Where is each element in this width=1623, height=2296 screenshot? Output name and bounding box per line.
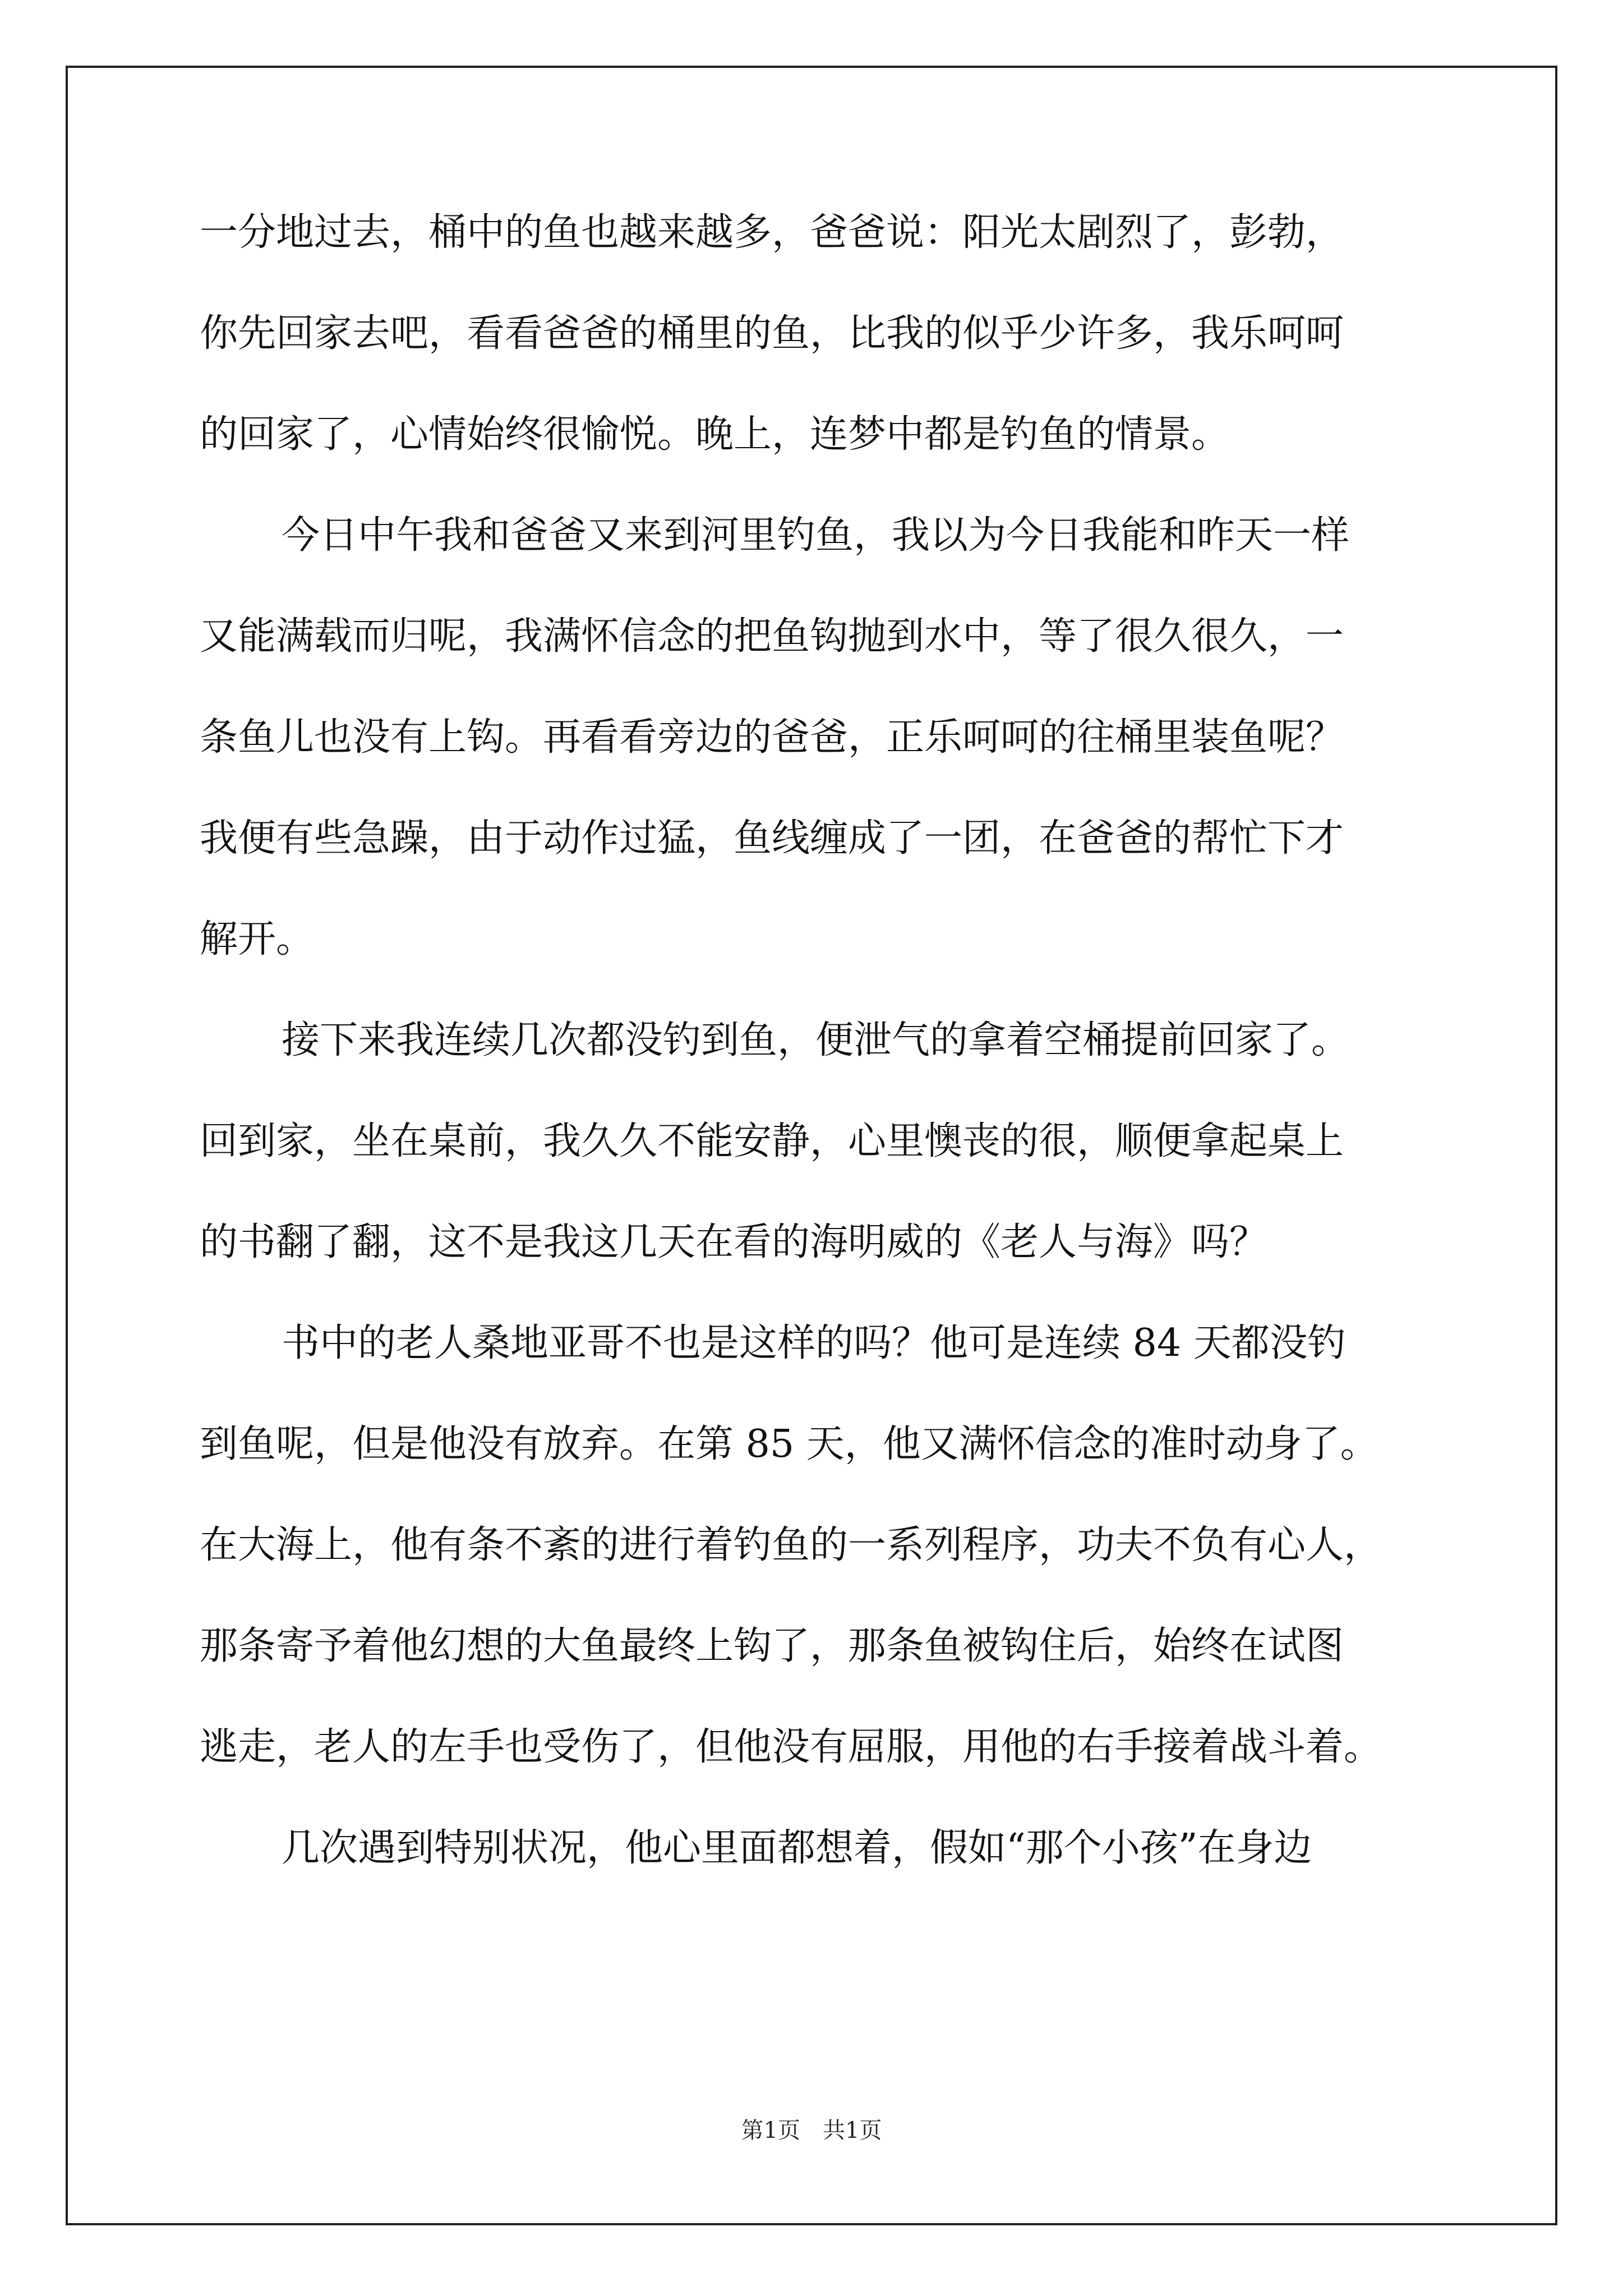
text-line: 到鱼呢，但是他没有放弃。在第 85 天，他又满怀信念的准时动身了。: [200, 1422, 1378, 1466]
paragraph-first-line: 几次遇到特别状况，他心里面都想着，假如“那个小孩”在身边: [282, 1826, 1312, 1870]
text-line: 的回家了，心情始终很愉悦。晚上，连梦中都是钓鱼的情景。: [200, 412, 1230, 457]
paragraph-first-line: 接下来我连续几次都没钓到鱼，便泄气的拿着空桶提前回家了。: [282, 1018, 1350, 1062]
paragraph-first-line: 书中的老人桑地亚哥不也是这样的吗？他可是连续 84 天都没钓: [282, 1321, 1346, 1365]
text-line: 我便有些急躁，由于动作过猛，鱼线缠成了一团，在爸爸的帮忙下才: [200, 816, 1344, 861]
text-line: 的书翻了翻，这不是我这几天在看的海明威的《老人与海》吗？: [200, 1220, 1268, 1264]
text-line: 那条寄予着他幻想的大鱼最终上钩了，那条鱼被钩住后，始终在试图: [200, 1624, 1344, 1668]
text-line: 回到家，坐在桌前，我久久不能安静，心里懊丧的很，顺便拿起桌上: [200, 1119, 1344, 1163]
text-line: 逃走，老人的左手也受伤了，但他没有屈服，用他的右手接着战斗着。: [200, 1725, 1382, 1769]
text-line: 你先回家去吧，看看爸爸的桶里的鱼，比我的似乎少许多，我乐呵呵: [200, 311, 1344, 356]
text-line: 解开。: [200, 917, 315, 961]
paragraph-first-line: 今日中午我和爸爸又来到河里钓鱼，我以为今日我能和昨天一样: [282, 513, 1350, 558]
text-line: 一分地过去，桶中的鱼也越来越多，爸爸说：阳光太剧烈了，彭勃，: [200, 210, 1344, 255]
text-line: 又能满载而归呢，我满怀信念的把鱼钩抛到水中，等了很久很久，一: [200, 614, 1344, 659]
text-line: 在大海上，他有条不紊的进行着钓鱼的一系列程序，功夫不负有心人，: [200, 1523, 1382, 1567]
text-line: 条鱼儿也没有上钩。再看看旁边的爸爸，正乐呵呵的往桶里装鱼呢？: [200, 715, 1344, 760]
page-number-footer: 第1页 共1页: [741, 2118, 882, 2143]
